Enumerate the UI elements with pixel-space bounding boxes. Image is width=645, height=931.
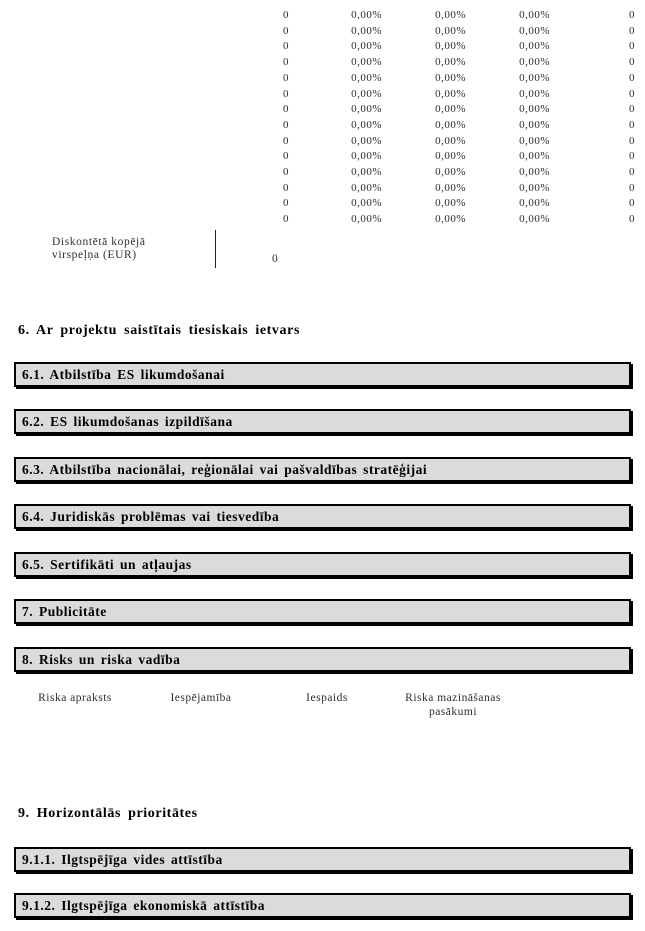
zeros-table-row [0, 39, 635, 55]
section-box-6-4 [14, 504, 631, 529]
zeros-table-cell: 0 [283, 134, 289, 147]
discounted-summary-value: 0 [272, 253, 279, 265]
zeros-table-row [0, 165, 635, 181]
section-box-6-3 [14, 457, 631, 482]
zeros-table [0, 8, 635, 228]
zeros-table-cell: 0,00% [519, 24, 550, 37]
zeros-table-row [0, 8, 635, 24]
section-box-8-label: 8. Risks un riska vadība [22, 651, 181, 667]
section-box-9-1-1-label: 9.1.1. Ilgtspējīga vides attīstība [22, 851, 223, 867]
zeros-table-cell: 0 [283, 40, 289, 53]
zeros-table-row [0, 102, 635, 118]
zeros-table-cell: 0,00% [435, 24, 466, 37]
zeros-table-cell: 0,00% [435, 9, 466, 21]
zeros-table-cell: 0 [629, 9, 635, 21]
risk-header-iespejamiba: Iespējamība [170, 692, 232, 704]
section-box-7-label: 7. Publicitāte [22, 603, 107, 619]
zeros-table-cell: 0 [283, 150, 289, 163]
zeros-table-cell: 0,00% [519, 150, 550, 163]
zeros-table-cell: 0,00% [351, 181, 382, 194]
section-box-9-1-1 [14, 847, 631, 872]
zeros-table-cell: 0 [629, 118, 635, 131]
zeros-table-cell: 0,00% [435, 166, 466, 179]
zeros-table-cell: 0 [629, 71, 635, 84]
zeros-table-cell: 0 [629, 213, 635, 226]
zeros-table-row [0, 134, 635, 150]
section-box-6-3-label: 6.3. Atbilstība nacionālai, reģionālai vai pašvaldības stratēģijai [22, 461, 428, 477]
summary-divider-line [215, 230, 216, 268]
zeros-table-cell: 0,00% [519, 134, 550, 147]
zeros-table-cell: 0 [629, 181, 635, 194]
section-box-9-1-2 [14, 893, 631, 918]
zeros-table-cell: 0,00% [351, 71, 382, 84]
zeros-table-cell: 0 [629, 103, 635, 116]
zeros-table-cell: 0,00% [351, 40, 382, 53]
zeros-table-cell: 0 [629, 87, 635, 100]
risk-table-header-row [12, 692, 516, 719]
zeros-table-cell: 0,00% [519, 87, 550, 100]
zeros-table-cell: 0,00% [435, 150, 466, 163]
zeros-table-cell: 0,00% [519, 197, 550, 210]
zeros-table-cell: 0,00% [519, 9, 550, 21]
zeros-table-cell: 0,00% [351, 9, 382, 21]
zeros-table-cell: 0 [283, 71, 289, 84]
zeros-table-cell: 0 [629, 197, 635, 210]
zeros-table-cell: 0,00% [519, 71, 550, 84]
section-box-6-1-label: 6.1. Atbilstība ES likumdošanai [22, 366, 225, 382]
section-box-7 [14, 599, 631, 624]
discounted-summary-label [52, 236, 215, 262]
zeros-table-cell: 0,00% [435, 134, 466, 147]
risk-header-iespaids: Iespaids [306, 692, 348, 704]
zeros-table-cell: 0,00% [351, 166, 382, 179]
zeros-table-cell: 0,00% [351, 87, 382, 100]
zeros-table-cell: 0,00% [519, 40, 550, 53]
zeros-table-cell: 0 [283, 166, 289, 179]
zeros-table-row [0, 24, 635, 40]
section-box-6-2-label: 6.2. ES likumdošanas izpildīšana [22, 413, 233, 429]
zeros-table-row [0, 149, 635, 165]
zeros-table-cell: 0,00% [519, 118, 550, 131]
section-box-6-2 [14, 409, 631, 434]
zeros-table-cell: 0 [283, 197, 289, 210]
zeros-table-cell: 0,00% [351, 118, 382, 131]
zeros-table-cell: 0,00% [351, 103, 382, 116]
section-box-6-1 [14, 362, 631, 387]
zeros-table-cell: 0 [629, 134, 635, 147]
section-box-9-1-2-label: 9.1.2. Ilgtspējīga ekonomiskā attīstība [22, 897, 266, 913]
zeros-table-cell: 0,00% [519, 181, 550, 194]
zeros-table-cell: 0 [629, 40, 635, 53]
zeros-table-row [0, 118, 635, 134]
zeros-table-cell: 0 [283, 87, 289, 100]
risk-header-apraksts: Riska apraksts [38, 692, 112, 704]
zeros-table-cell: 0 [283, 118, 289, 131]
zeros-table-cell: 0 [283, 213, 289, 226]
zeros-table-cell: 0,00% [435, 213, 466, 226]
discounted-summary-label-line2: virspeļņa (EUR) [52, 249, 137, 261]
zeros-table-cell: 0 [283, 103, 289, 116]
risk-header-mazinasanas: Riska mazināšanas pasākumi [405, 692, 501, 718]
discounted-summary-label-line1: Diskontētā kopējā [52, 236, 146, 248]
zeros-table-cell: 0 [283, 9, 289, 21]
zeros-table-cell: 0 [629, 24, 635, 37]
section-box-6-4-label: 6.4. Juridiskās problēmas vai tiesvedība [22, 508, 280, 524]
zeros-table-cell: 0,00% [435, 197, 466, 210]
zeros-table-cell: 0,00% [435, 181, 466, 194]
zeros-table-row [0, 71, 635, 87]
zeros-table-cell: 0,00% [351, 134, 382, 147]
zeros-table-cell: 0,00% [351, 56, 382, 69]
zeros-table-cell: 0,00% [351, 197, 382, 210]
zeros-table-cell: 0,00% [435, 87, 466, 100]
zeros-table-cell: 0,00% [435, 103, 466, 116]
section-box-6-5 [14, 552, 631, 577]
heading-section-6: 6. Ar projektu saistītais tiesiskais ietvars [18, 323, 300, 338]
zeros-table-cell: 0,00% [519, 213, 550, 226]
zeros-table-cell: 0,00% [351, 213, 382, 226]
zeros-table-row [0, 196, 635, 212]
zeros-table-row [0, 87, 635, 103]
zeros-table-row [0, 212, 635, 228]
zeros-table-row [0, 181, 635, 197]
zeros-table-cell: 0,00% [435, 56, 466, 69]
discounted-summary [52, 230, 278, 268]
zeros-table-cell: 0,00% [519, 56, 550, 69]
zeros-table-cell: 0 [283, 24, 289, 37]
zeros-table-cell: 0,00% [519, 166, 550, 179]
zeros-table-cell: 0 [629, 166, 635, 179]
zeros-table-cell: 0 [629, 150, 635, 163]
zeros-table-cell: 0,00% [351, 150, 382, 163]
zeros-table-cell: 0 [283, 181, 289, 194]
heading-section-9: 9. Horizontālās prioritātes [18, 806, 198, 821]
zeros-table-row [0, 55, 635, 71]
zeros-table-cell: 0,00% [519, 103, 550, 116]
section-box-6-5-label: 6.5. Sertifikāti un atļaujas [22, 556, 192, 572]
section-box-8 [14, 647, 631, 672]
zeros-table-cell: 0 [629, 56, 635, 69]
zeros-table-cell: 0,00% [351, 24, 382, 37]
zeros-table-cell: 0,00% [435, 40, 466, 53]
zeros-table-cell: 0,00% [435, 118, 466, 131]
zeros-table-cell: 0,00% [435, 71, 466, 84]
zeros-table-cell: 0 [283, 56, 289, 69]
